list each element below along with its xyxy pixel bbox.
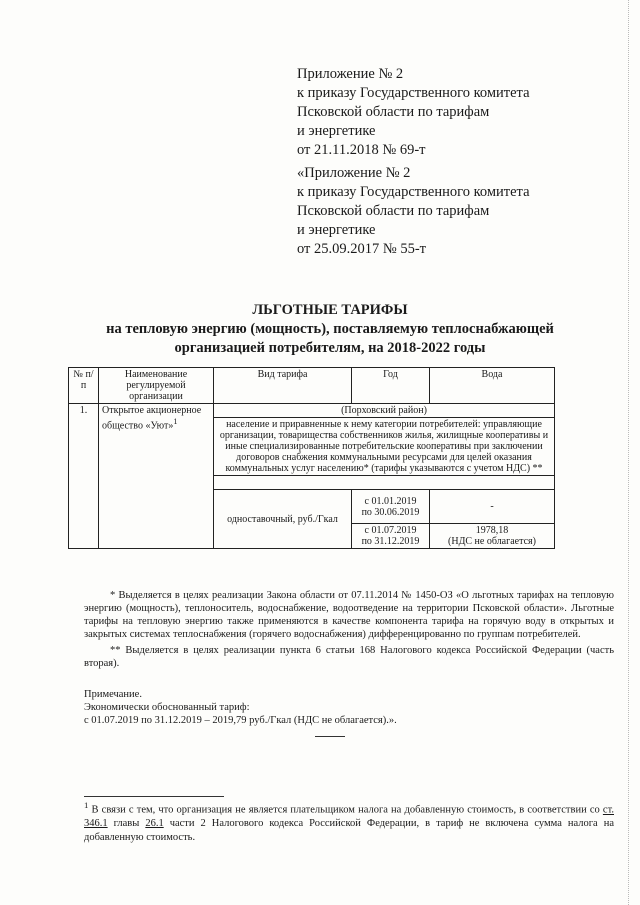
header-water: Вода <box>430 368 555 404</box>
consumer-category: население и приравненные к нему категории потребителей: управляющие организации, товарищества собственников жилья, жилищные кооперативы и иные специализированные потребительские кооперативы при заключении договоров снабжения коммунальными ресурсами для целей оказания коммунальных услуг населению* (тарифы указываются с учетом НДС) ** <box>214 418 555 476</box>
tariff-value: 1978,18 <box>475 525 509 536</box>
appendix-line: от 21.11.2018 № 69-т <box>297 142 426 158</box>
period-from: с 01.07.2019 <box>364 525 417 536</box>
tariff-value: - <box>430 490 555 524</box>
title-line-2: на тепловую энергию (мощность), поставляемую теплоснабжающей <box>106 321 554 337</box>
appendix-line: к приказу Государственного комитета <box>297 184 530 200</box>
footnote <box>84 799 614 844</box>
tariff-kind: одноставочный, руб./Гкал <box>214 490 352 549</box>
appendix-line: Приложение № 2 <box>297 66 404 82</box>
appendix-line: Псковской области по тарифам <box>297 104 490 120</box>
period-cell <box>352 524 430 549</box>
scan-edge <box>628 0 640 905</box>
header-num: № п/п <box>69 368 99 404</box>
appendix-previous <box>297 164 530 259</box>
appendix-line: к приказу Государственного комитета <box>297 85 530 101</box>
note-star-1: * Выделяется в целях реализации Закона области от 07.11.2014 № 1450-ОЗ «О льготных тарифах на тепловую энергию (мощность), теплоноситель, водоснабжение, водоотведение на территории Псковской области». Льготные тарифы на тепловую энергию также применяются в качестве компонента тарифа на горячую воду в открытых и закрытых системах теплоснабжения (горячего водоснабжения) дифференцированно по группам потребителей. <box>84 590 614 640</box>
header-tariff-type: Вид тарифа <box>214 368 352 404</box>
footnote-text: главы <box>107 818 146 829</box>
remark-line-1: Экономически обоснованный тариф: <box>84 702 250 713</box>
footnote-mark: 1 <box>84 800 89 810</box>
remark-title: Примечание. <box>84 689 142 700</box>
tariff-vat-note: (НДС не облагается) <box>448 536 536 547</box>
period-to: по 31.12.2019 <box>361 536 420 547</box>
appendix-line: Псковской области по тарифам <box>297 203 490 219</box>
header-year: Год <box>352 368 430 404</box>
appendix-line: и энергетике <box>297 222 376 238</box>
appendix-line: «Приложение № 2 <box>297 165 411 181</box>
district-cell: (Порховский район) <box>214 404 555 418</box>
period-to: по 30.06.2019 <box>361 506 420 518</box>
footnote-link-chapter[interactable]: 26.1 <box>145 818 164 829</box>
footnote-link-article[interactable]: ст. 346.1 <box>84 804 614 829</box>
org-name: Открытое акционерное общество «Уют» <box>102 405 202 432</box>
notes-section <box>84 589 614 670</box>
row-num: 1. <box>69 404 99 549</box>
title-line-3: организацией потребителям, на 2018-2022 годы <box>174 340 486 356</box>
note-star-2: ** Выделяется в целях реализации пункта 6 статьи 168 Налогового кодекса Российской Федерации (часть вторая). <box>84 645 614 669</box>
remark-section <box>84 688 614 727</box>
footnote-separator <box>84 796 224 797</box>
footnote-text: части 2 Налогового кодекса Российской Федерации, в тариф не включена сумма налога на добавленную стоимость. <box>84 818 615 843</box>
spacer-cell <box>214 476 555 490</box>
header-org: Наименование регулируемой организации <box>99 368 214 404</box>
period-from: с 01.01.2019 <box>364 495 417 507</box>
appendix-line: и энергетике <box>297 123 376 139</box>
remark-line-2: с 01.07.2019 по 31.12.2019 – 2019,79 руб./Гкал (НДС не облагается).». <box>84 715 397 726</box>
appendix-line: от 25.09.2017 № 55-т <box>297 241 427 257</box>
org-footnote-mark: 1 <box>173 417 178 426</box>
footnote-text: В связи с тем, что организация не является плательщиком налога на добавленную стоимость, в соответствии со <box>88 804 603 816</box>
table-row <box>69 404 555 418</box>
tariff-value-cell <box>430 524 555 549</box>
document-title <box>60 301 600 358</box>
appendix-current <box>297 65 530 160</box>
table-header-row <box>69 368 555 404</box>
title-line-1: ЛЬГОТНЫЕ ТАРИФЫ <box>252 302 408 318</box>
row-org <box>99 404 214 549</box>
tariff-table <box>68 367 555 549</box>
period-cell <box>352 490 430 524</box>
separator-dash <box>315 736 345 737</box>
